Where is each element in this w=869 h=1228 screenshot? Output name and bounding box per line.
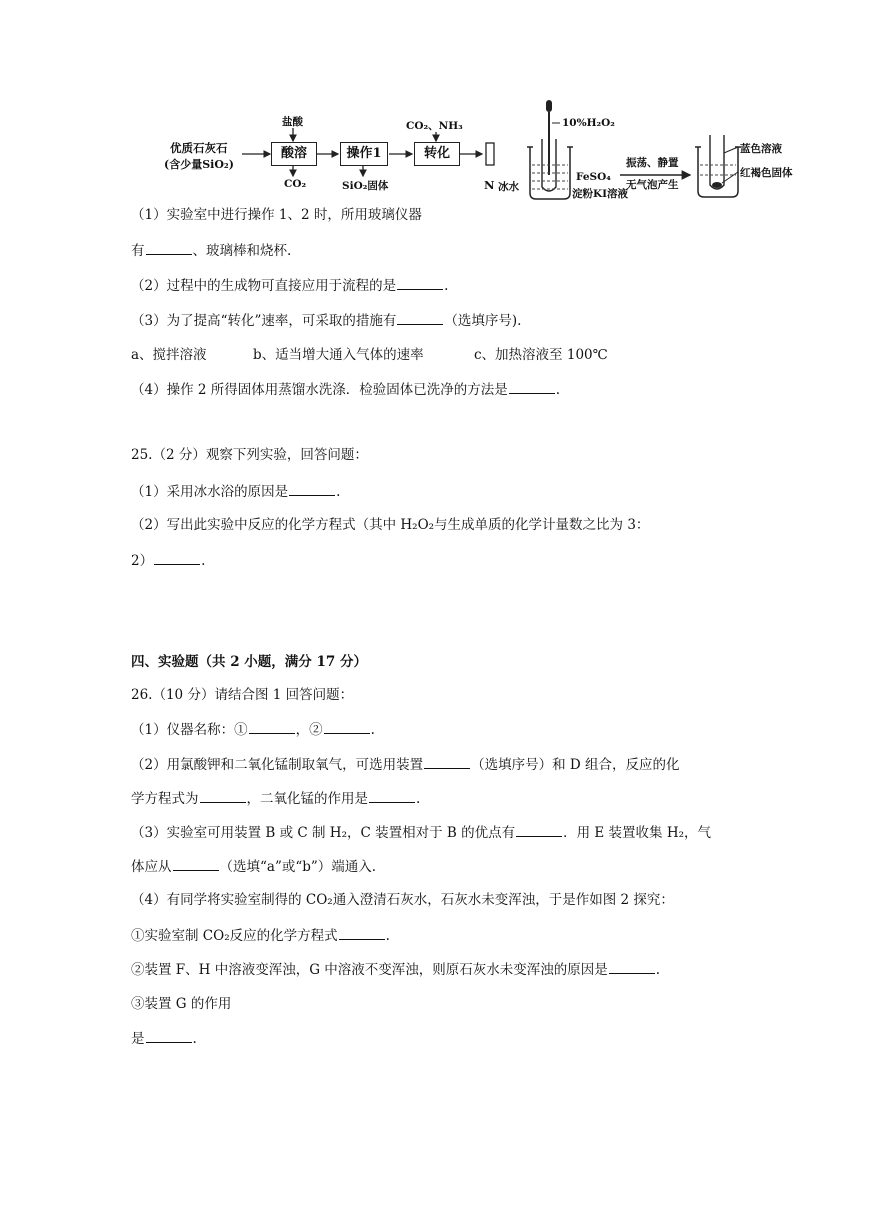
- experiment-figure: [480, 95, 810, 205]
- flow-box-op1: 操作1: [340, 142, 388, 166]
- q26-part3-line1: （3）实验室可用装置 B 或 C 制 H₂，C 装置相对于 B 的优点有 ．用 E 装置收集 H₂，气: [131, 825, 712, 841]
- option-b: b、适当增大通入气体的速率: [253, 347, 424, 363]
- answer-blank[interactable]: [397, 311, 443, 325]
- answer-blank[interactable]: [146, 241, 192, 255]
- exp-no-bubble-label: 无气泡产生: [626, 179, 679, 191]
- answer-blank[interactable]: [516, 823, 562, 837]
- flow-reagents: CO₂、NH₃: [406, 120, 463, 132]
- q26-part4: （4）有同学将实验室制得的 CO₂通入澄清石灰水，石灰水未变浑浊，于是作如图 2 探究：: [131, 892, 674, 908]
- answer-blank[interactable]: [249, 720, 295, 734]
- q26-title: 26.（10 分）请结合图 1 回答问题：: [131, 687, 354, 703]
- answer-blank[interactable]: [424, 755, 470, 769]
- exp-ki-label: 淀粉KI溶液: [572, 188, 629, 200]
- answer-blank[interactable]: [173, 857, 219, 871]
- flow-out-co2: CO₂: [284, 178, 307, 190]
- answer-blank[interactable]: [369, 789, 415, 803]
- answer-blank[interactable]: [324, 720, 370, 734]
- exp-shake-label: 振荡、静置: [626, 157, 679, 169]
- q24-part3: （3）为了提高“转化”速率，可采取的措施有 （选填序号).: [131, 313, 522, 329]
- q25-title: 25.（2 分）观察下列实验，回答问题：: [131, 447, 368, 463]
- answer-blank[interactable]: [154, 551, 200, 565]
- exp-n-label: N: [484, 178, 495, 192]
- q26-sub2: ②装置 F、H 中溶液变浑浊，G 中溶液不变浑浊，则原石灰水未变浑浊的原因是 .: [131, 962, 661, 978]
- flow-box-acid: 酸溶: [271, 142, 317, 166]
- q26-part2-line2: 学方程式为 ，二氧化锰的作用是 .: [131, 791, 421, 807]
- q24-part4: （4）操作 2 所得固体用蒸馏水洗涤．检验固体已洗净的方法是 .: [131, 382, 561, 398]
- flow-raw-label: 优质石灰石: [170, 141, 228, 155]
- q25-part2-line2: 2） .: [131, 553, 206, 569]
- exp-red-label: 红褐色固体: [740, 167, 793, 179]
- flow-hcl-label: 盐酸: [282, 116, 303, 128]
- q26-part2-line1: （2）用氯酸钾和二氧化锰制取氧气，可选用装置 （选填序号）和 D 组合，反应的化: [131, 757, 680, 773]
- exp-blue-label: 蓝色溶液: [740, 143, 782, 155]
- exp-h2o2-label: 10%H₂O₂: [562, 117, 615, 129]
- q25-part1: （1）采用冰水浴的原因是 .: [131, 484, 341, 500]
- answer-blank[interactable]: [200, 789, 246, 803]
- q26-sub3: ③装置 G 的作用: [131, 996, 232, 1012]
- q26-sub1: ①实验室制 CO₂反应的化学方程式 .: [131, 928, 390, 944]
- option-a: a、搅拌溶液: [131, 347, 207, 363]
- answer-blank[interactable]: [339, 926, 385, 940]
- exp-feso4-label: FeSO₄: [576, 171, 611, 183]
- q24-part1-line2: 有 、玻璃棒和烧杯.: [131, 243, 292, 259]
- q26-sub3-line2: 是 .: [131, 1031, 197, 1047]
- option-c: c、加热溶液至 100℃: [474, 347, 608, 363]
- q26-part1: （1）仪器名称：① ，② .: [131, 722, 375, 738]
- answer-blank[interactable]: [509, 380, 555, 394]
- answer-blank[interactable]: [289, 482, 335, 496]
- q24-options: [131, 346, 608, 364]
- section4-title: 四、实验题（共 2 小题，满分 17 分）: [131, 654, 367, 670]
- flow-box-convert: 转化: [414, 142, 460, 166]
- q25-part2-line1: （2）写出此实验中反应的化学方程式（其中 H₂O₂与生成单质的化学计量数之比为 3：: [131, 517, 650, 533]
- flow-out-sio2: SiO₂固体: [342, 180, 389, 192]
- q26-part3-line2: 体应从 （选填“a”或“b”）端通入.: [131, 859, 377, 875]
- flow-raw-sub: (含少量SiO₂): [164, 158, 234, 171]
- answer-blank[interactable]: [397, 276, 443, 290]
- answer-blank[interactable]: [146, 1029, 192, 1043]
- answer-blank[interactable]: [609, 960, 655, 974]
- q24-part2: （2）过程中的生成物可直接应用于流程的是 .: [131, 278, 449, 294]
- flow-diagram: [160, 110, 500, 200]
- q24-part1-line1: （1）实验室中进行操作 1、2 时，所用玻璃仪器: [131, 207, 422, 223]
- exp-ice-label: 冰水: [498, 181, 519, 193]
